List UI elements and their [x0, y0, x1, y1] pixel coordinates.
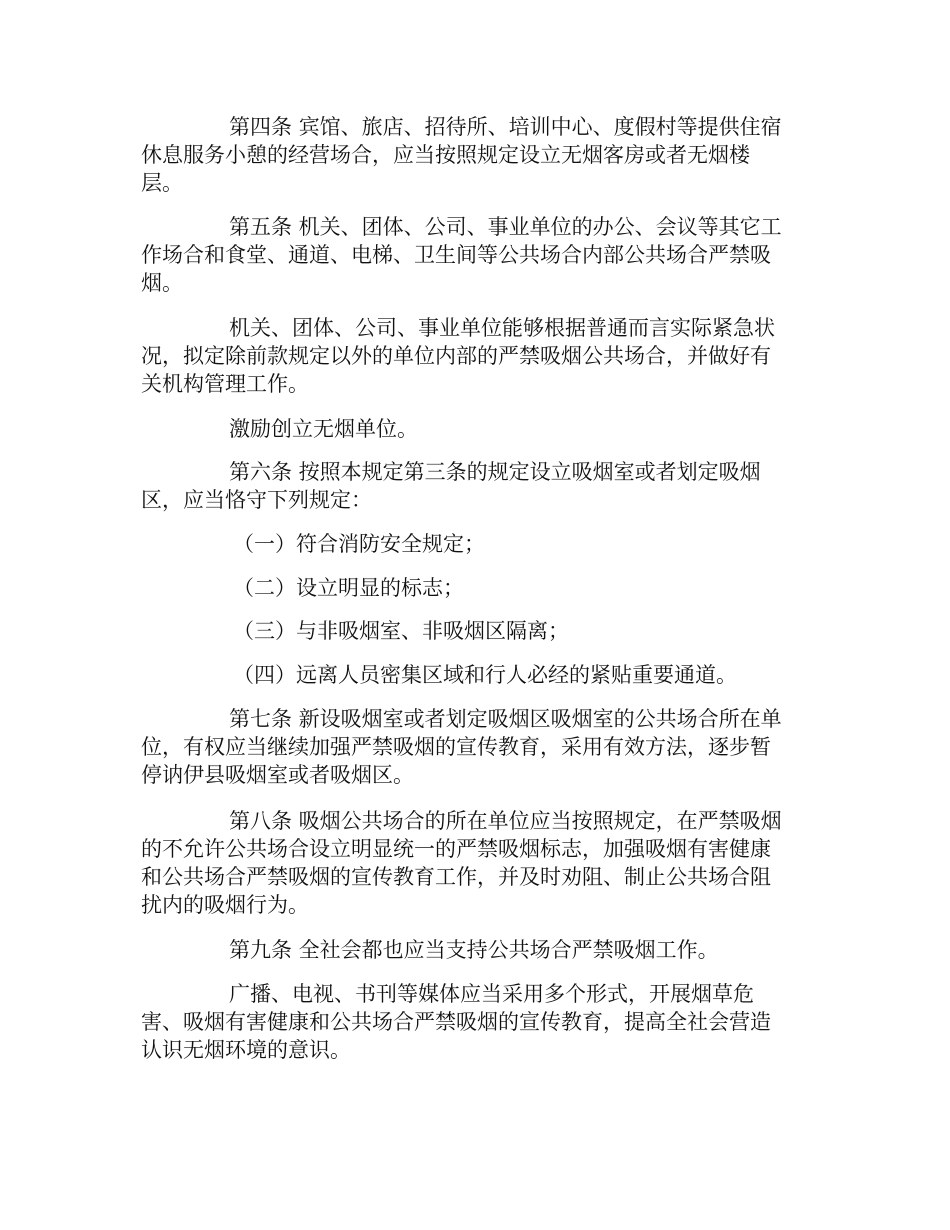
paragraph-line: 认识无烟环境的意识。 — [141, 1038, 351, 1062]
paragraph-line: 第八条 吸烟公共场合的所在单位应当按照规定，在严禁吸烟 — [229, 809, 782, 833]
paragraph-line: 激励创立无烟单位。 — [229, 417, 418, 441]
article-6-paragraph — [141, 458, 809, 514]
paragraph-line: 第九条 全社会都也应当支持公共场合严禁吸烟工作。 — [229, 938, 719, 962]
article-5-second-paragraph — [141, 314, 809, 398]
paragraph-line: 况，拟定除前款规定以外的单位内部的严禁吸烟公共场合，并做好有 — [141, 344, 771, 368]
paragraph-line: 扰内的吸烟行为。 — [141, 893, 309, 917]
paragraph-line: 位，有权应当继续加强严禁吸烟的宣传教育，采用有效方法，逐步暂 — [141, 735, 771, 759]
article-6-item-4 — [141, 661, 809, 689]
paragraph-line: 休息服务小憩的经营场合，应当按照规定设立无烟客房或者无烟楼 — [141, 143, 750, 167]
paragraph-line: 的不允许公共场合设立明显统一的严禁吸烟标志，加强吸烟有害健康 — [141, 837, 771, 861]
list-item: （四）远离人员密集区域和行人必经的紧贴重要通道。 — [233, 663, 737, 687]
paragraph-line: 第六条 按照本规定第三条的规定设立吸烟室或者划定吸烟 — [229, 460, 761, 484]
paragraph-line: 害、吸烟有害健康和公共场合严禁吸烟的宣传教育，提高全社会营造 — [141, 1010, 771, 1034]
paragraph-line: 第五条 机关、团体、公司、事业单位的办公、会议等其它工 — [229, 215, 782, 239]
paragraph-line: 机关、团体、公司、事业单位能够根据普通而言实际紧急状 — [229, 316, 775, 340]
article-8-paragraph — [141, 807, 809, 919]
article-9-second-paragraph — [141, 980, 809, 1064]
article-5-paragraph — [141, 213, 809, 297]
paragraph-line: 层。 — [141, 171, 183, 195]
article-6-item-2 — [141, 574, 809, 602]
paragraph-line: 停讷伊县吸烟室或者吸烟区。 — [141, 763, 414, 787]
article-6-item-1 — [141, 530, 809, 558]
article-6-item-3 — [141, 617, 809, 645]
list-item: （三）与非吸烟室、非吸烟区隔离； — [233, 619, 569, 643]
article-4-paragraph — [141, 113, 809, 197]
paragraph-line: 区，应当恪守下列规定： — [141, 488, 372, 512]
paragraph-line: 第七条 新设吸烟室或者划定吸烟区吸烟室的公共场合所在单 — [229, 707, 782, 731]
article-9-paragraph — [141, 936, 809, 964]
paragraph-line: 和公共场合严禁吸烟的宣传教育工作，并及时劝阻、制止公共场合阻 — [141, 865, 771, 889]
article-5-third-paragraph — [141, 415, 809, 443]
paragraph-line: 第四条 宾馆、旅店、招待所、培训中心、度假村等提供住宿 — [229, 115, 782, 139]
paragraph-line: 关机构管理工作。 — [141, 372, 309, 396]
list-item: （二）设立明显的标志； — [233, 576, 464, 600]
paragraph-line: 烟。 — [141, 271, 183, 295]
list-item: （一）符合消防安全规定； — [233, 532, 485, 556]
article-7-paragraph — [141, 705, 809, 789]
paragraph-line: 作场合和食堂、通道、电梯、卫生间等公共场合内部公共场合严禁吸 — [141, 243, 771, 267]
paragraph-line: 广播、电视、书刊等媒体应当采用多个形式，开展烟草危 — [229, 982, 754, 1006]
